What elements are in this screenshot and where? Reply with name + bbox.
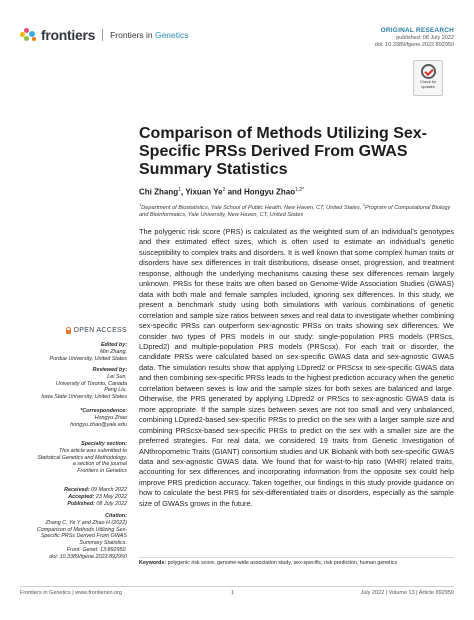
- reviewer-line: Lei Sun,: [107, 373, 127, 380]
- correspondence-label: *Correspondence:: [80, 408, 127, 414]
- received-date: 09 March 2022: [91, 487, 127, 493]
- reviewed-by-section: [20, 367, 127, 401]
- keywords: [139, 560, 454, 567]
- edited-by-label: Edited by:: [100, 342, 127, 348]
- author-separator: and: [225, 187, 245, 197]
- check-updates-line1: Check for: [419, 80, 437, 84]
- correspondence-section: [20, 408, 127, 428]
- edited-by-section: [20, 342, 127, 362]
- sidebar-published-date: 08 July 2022: [96, 500, 127, 507]
- citation-label: Citation:: [105, 513, 127, 519]
- page-number: 1: [231, 590, 235, 596]
- specialty-line: a section of the journal: [72, 461, 127, 468]
- keywords-label: Keywords:: [139, 560, 167, 566]
- frontiers-logo[interactable]: [20, 27, 189, 43]
- author-sup: 1: [178, 187, 181, 193]
- affiliation-sup: 1: [139, 202, 142, 207]
- article-meta: [375, 27, 454, 50]
- citation-line: Zhang C, Ye Y and Zhao H (2022): [45, 519, 127, 526]
- affiliation-text: Program of Computational Biology and Bioinformatics, Yale University, New Haven, CT, United States: [139, 204, 451, 219]
- accepted-date: 23 May 2022: [95, 493, 127, 500]
- correspondence-email[interactable]: hongyu.zhao@yale.edu: [70, 421, 127, 428]
- received-label: Received:: [64, 487, 90, 493]
- specialty-label: Specialty section:: [81, 441, 127, 447]
- check-for-updates-button[interactable]: [413, 60, 443, 96]
- specialty-line: This article was submitted to: [58, 447, 127, 454]
- author-separator: ,: [180, 187, 186, 197]
- journal-divider: [102, 29, 103, 41]
- editor-line: Purdue University, United States: [49, 355, 127, 362]
- footer-divider: [20, 586, 454, 587]
- journal-name-prefix: Frontiers in: [110, 30, 155, 40]
- author-sup: 1,2*: [295, 187, 305, 193]
- open-access-badge: [20, 327, 127, 334]
- journal-name-accent: Genetics: [154, 30, 189, 40]
- affiliation-sup: 2: [362, 202, 366, 207]
- abstract: The polygenic risk score (PRS) is calculated as the weighted sum of an individual’s genotypes and their estimated effect sizes, which is often used to estimate an individual’s genetic susceptibility to complex traits and disorders. It is well known that some complex human traits or disorders have sex differences in trait distributions, disease onset, progression, and treatment response, although the underlying mechanisms causing these sex differences remain largely unknown. PRSs for these traits are often based on Genome-Wide Association Studies (GWAS) data with both male and female samples included, ignoring sex differences. In this study, we present a benchmark study using both simulations with various combinations of genetic correlation and sample size ratios between sexes and real data to investigate whether combining sex-specific PRSs can outperform sex-agnostic PRSs on traits showing sex differences. We consider two types of PRS models in our study: single-population PRS models (PRScs, LDpred2) and multiple-population PRS models (PRScsx). For each trait or disorder, the candidate PRSs were calculated based on sex-specific GWAS data and sex-agnostic GWAS data. The simulation results show that applying LDpred2 or PRScsx to sex-specific GWAS data and then combining sex-specific PRSs leads to the highest prediction accuracy when the genetic correlation between sexes is low and the sample sizes for both sexes are balanced and large. Otherwise, the PRS generated by applying LDpred2 or PRScs to sex-agnostic GWAS data is more appropriate. If the sample sizes between sexes are not too small and very unbalanced, combining LDpred2-based sex-specific PRSs to predict on the sex with a larger sample size and combining PRScsx-based sex-specific PRSs to predict on the sex with a smaller size are the preferred strategies. For real data, we considered 19 traits from Genetic Investigation of ANthropometric Traits (GIANT) consortium studies and UK Biobank with both sex-specific GWAS data and sex-agnostic GWAS data. We found that for waist-to-hip ratio (WHR) related traits, accounting for sex differences and incorporating information from the opposite sex could help improve PRS prediction accuracy. Taken together, our findings in this study provide guidance on how to calculate the best PRS for sex-differentiated traits or disorders, especially as the sample size of GWASs grows in the future.: [139, 227, 454, 508]
- footer-issue-info: July 2022 | Volume 13 | Article 892950: [360, 590, 454, 596]
- published-date: published: 08 July 2022: [396, 34, 454, 41]
- article-title: Comparison of Methods Utilizing Sex-Specific PRSs Derived From GWAS Summary Statistics: [139, 125, 428, 178]
- open-access-label: OPEN ACCESS: [73, 327, 127, 334]
- editor-line: Min Zhang,: [100, 348, 127, 355]
- author-name[interactable]: Chi Zhang: [139, 187, 179, 197]
- accepted-label: Accepted:: [68, 493, 95, 500]
- frontiers-logo-icon: [20, 28, 38, 42]
- specialty-section: [20, 441, 127, 475]
- citation-line: Specific PRSs Derived From GWAS: [40, 533, 127, 540]
- author-sup: 2: [222, 187, 226, 193]
- author-name[interactable]: Hongyu Zhao: [244, 187, 296, 197]
- accepted-line: [20, 494, 127, 501]
- received-line: [20, 487, 127, 494]
- journal-name[interactable]: [110, 30, 188, 40]
- check-updates-label: [414, 80, 442, 89]
- affiliations: [139, 201, 454, 220]
- reviewer-line: Peng Liu,: [104, 387, 127, 394]
- citation-doi[interactable]: doi: 10.3389/fgene.2022.892950: [49, 553, 127, 560]
- keywords-text: polygenic risk score, genome-wide association study, sex-specific, risk prediction, human genetics: [166, 560, 398, 566]
- citation-line: Summary Statistics.: [79, 540, 127, 547]
- dates-section: [20, 487, 127, 507]
- publisher-name: frontiers: [41, 27, 96, 43]
- reviewer-line: University of Toronto, Canada: [55, 380, 127, 387]
- published-line: [20, 501, 127, 508]
- open-lock-icon: [66, 327, 71, 334]
- footer-journal-link[interactable]: Frontiers in Genetics | www.frontiersin.org: [20, 590, 122, 596]
- reviewed-by-label: Reviewed by:: [92, 367, 127, 373]
- specialty-line: Statistical Genetics and Methodology,: [37, 454, 127, 461]
- check-updates-line2: updates: [421, 84, 435, 89]
- author-list: [139, 187, 304, 197]
- author-name[interactable]: Yixuan Ye: [185, 187, 223, 197]
- affiliation-text: Department of Biostatistics, Yale School of Public Health, New Haven, CT, United States,: [141, 204, 363, 211]
- citation-line: Front. Genet. 13:892950.: [66, 546, 127, 553]
- specialty-line: Frontiers in Genetics: [77, 468, 127, 475]
- sidebar-published-label: Published:: [67, 500, 95, 507]
- doi[interactable]: doi: 10.3389/fgene.2022.892950: [374, 42, 454, 48]
- citation-section: [20, 513, 127, 561]
- correspondence-name: Hongyu Zhao: [94, 414, 127, 421]
- check-updates-icon: [421, 64, 436, 79]
- article-type: ORIGINAL RESEARCH: [380, 27, 454, 34]
- reviewer-line: Iowa State University, United States: [41, 394, 127, 401]
- keywords-divider: [139, 557, 454, 558]
- citation-line: Comparison of Methods Utilizing Sex-: [36, 526, 127, 533]
